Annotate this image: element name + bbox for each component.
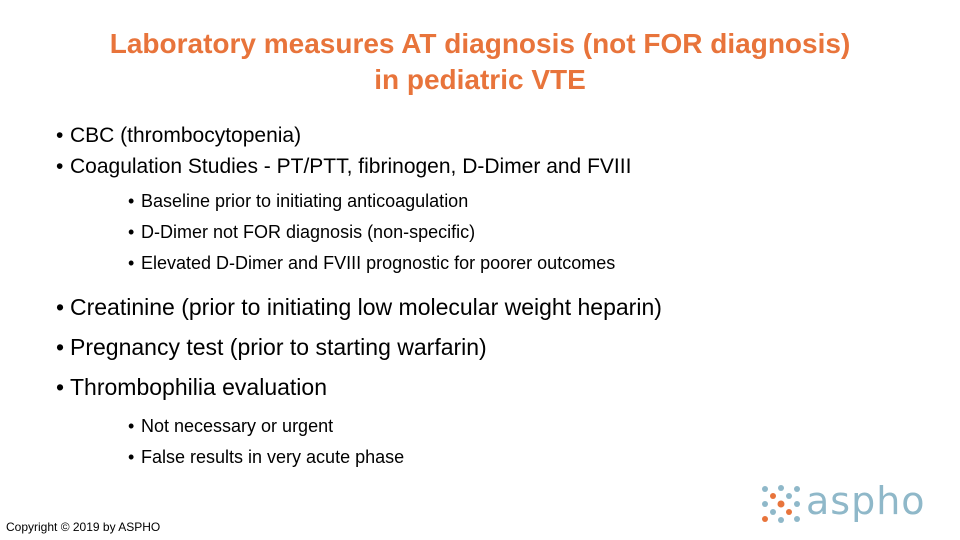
- slide-title: [40, 26, 920, 98]
- sub-bullet-item: [56, 186, 936, 217]
- bullet-list: [56, 120, 936, 473]
- bullet-dot: •: [56, 294, 65, 320]
- bullet-dot: •: [128, 447, 135, 467]
- sub-bullet-text: Baseline prior to initiating anticoagulation: [141, 191, 469, 211]
- sub-bullet-item: [56, 217, 936, 248]
- aspho-dots-icon: [760, 484, 802, 524]
- aspho-logo: [760, 479, 935, 524]
- sub-bullet-item: [56, 411, 936, 442]
- bullet-dot: •: [128, 191, 135, 211]
- title-line-2: in pediatric VTE: [374, 64, 586, 95]
- bullet-text: Creatinine (prior to initiating low molecular weight heparin): [70, 294, 662, 320]
- title-line-1: Laboratory measures AT diagnosis (not FOR diagnosis): [109, 28, 851, 59]
- sub-bullet-item: [56, 248, 936, 279]
- bullet-item: [56, 367, 936, 407]
- sub-bullet-text: D-Dimer not FOR diagnosis (non-specific): [141, 222, 476, 242]
- bullet-dot: •: [128, 222, 135, 242]
- copyright-text: Copyright © 2019 by ASPHO: [6, 520, 161, 534]
- bullet-dot: •: [56, 124, 64, 147]
- bullet-item: [56, 327, 936, 367]
- bullet-text: Thrombophilia evaluation: [70, 374, 327, 400]
- bullet-dot: •: [128, 416, 135, 436]
- sub-bullet-item: [56, 442, 936, 473]
- sub-bullet-text: Elevated D-Dimer and FVIII prognostic for poorer outcomes: [141, 253, 616, 273]
- bullet-item: [56, 151, 936, 182]
- bullet-dot: •: [56, 374, 65, 400]
- bullet-dot: •: [56, 155, 64, 178]
- sub-bullet-text: Not necessary or urgent: [141, 416, 334, 436]
- bullet-dot: •: [128, 253, 135, 273]
- bullet-text: Coagulation Studies - PT/PTT, fibrinogen, D-Dimer and FVIII: [70, 155, 632, 178]
- bullet-item: [56, 287, 936, 327]
- aspho-logo-text: aspho: [806, 479, 926, 523]
- bullet-text: CBC (thrombocytopenia): [70, 124, 302, 147]
- bullet-item: [56, 120, 936, 151]
- sub-bullet-text: False results in very acute phase: [141, 447, 405, 467]
- bullet-text: Pregnancy test (prior to starting warfarin): [70, 334, 487, 360]
- bullet-dot: •: [56, 334, 65, 360]
